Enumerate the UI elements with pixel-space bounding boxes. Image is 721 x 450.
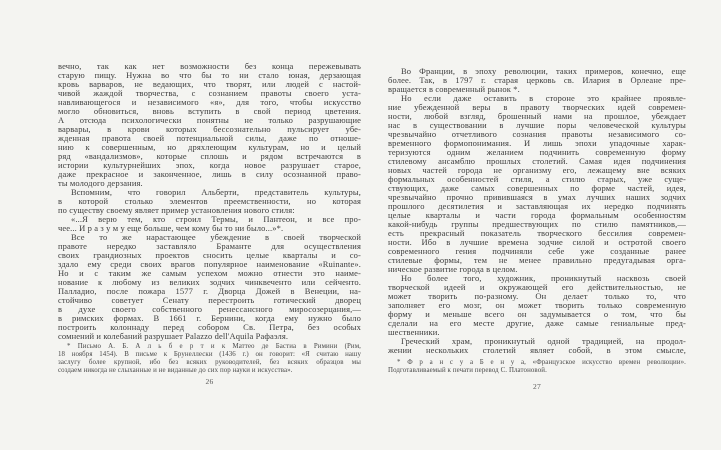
text-line: новых частей города не организму его, лежащему вне всяких	[388, 165, 686, 175]
text-line: Во Франции, в эпоху революции, таких примеров, конечно, еще	[401, 66, 686, 76]
text-line: ние убежденной веры в правоту творческих идей современ-	[388, 102, 686, 112]
text-line: ряд «вандализмов», которые сплошь и рядом встречаются в	[58, 151, 361, 161]
text-line: Палладио, после пожара 1577 г. Дворца Дожей в Венеции, на-	[58, 286, 361, 296]
text-line: жении нескольких столетий являет собой, в этом смысле,	[388, 345, 686, 355]
text-line: жденная правота своей потенциальной силы, даже по отноше-	[58, 133, 361, 143]
page-right-text	[388, 67, 686, 355]
text-line: формальных особенностей стиля, а стилю старых, уже суще-	[388, 174, 686, 184]
text-line: нию к совершенным, но дряхлеющим культурам, но и целый	[58, 142, 361, 152]
text-line: ности. Ибо в лучшие времена зодчие силой и остротой своего	[388, 237, 686, 247]
footnote-line: * Ф р а н с у а Б е н у а, «Французское искусство времен революции».	[397, 359, 686, 366]
text-line: форму и меньше всего он задумывается о том, что бы	[388, 309, 686, 319]
text-line: вечно, так как нет возможности без конца пережевывать	[58, 61, 361, 71]
text-line: вращается в современный рынок *.	[388, 84, 520, 94]
text-line: Но и с таким же самым успехом можно отнести это наиме-	[58, 268, 361, 278]
page-right-footnote	[388, 359, 686, 375]
text-line: здало ему среди своих врагов популярное наименование «Ruinante».	[58, 259, 361, 269]
footnote-line: * Письмо А. Б. А л ь б е р т и к Маттео де Бастиа в Римини (Рим,	[67, 343, 361, 350]
text-line: чивой жаждой творчества, с сознанием правоты своего уста-	[58, 88, 361, 98]
text-line: более. Так, в 1797 г. старая церковь св. Илария в Орлеане пре-	[388, 75, 686, 85]
text-line: целые кварталы и части города формальным особенностям	[388, 210, 686, 220]
text-line: даже прекрасное и законченное, лишь в силу осознанной право-	[58, 169, 361, 179]
text-line: стилевому ансамблю прошлых столетий. Самая идея подчинения	[388, 156, 686, 166]
text-line: какой-нибудь группы предшествующих по стилю памятников,—	[388, 219, 686, 229]
text-line: временного формопонимания. И лишь эпохи упадочные харак-	[388, 138, 686, 148]
text-line: нование к любому из великих зодчих чинквеченто или сейченто.	[58, 277, 361, 287]
text-line: нас в существовании в лучшие поры человеческой культуры	[388, 120, 686, 130]
text-line: чрезвычайно прочно привившаяся в умах лучших наших зодчих	[388, 192, 686, 202]
text-line: Все то же нарастающее убеждение в своей творческой	[71, 232, 361, 242]
text-line: в духе своего собственного ренессансного миросозерцания,—	[58, 304, 361, 314]
text-line: сомнений и колебаний разрушает Palazzo dell'Aquila Рафаэля.	[58, 331, 289, 341]
footnote-line: создаем никогда не слыханные и не виданные до сих пор науки и искусства».	[58, 367, 293, 374]
text-line: ствующих, даже самых совершенных по форме частей, идея,	[388, 183, 686, 193]
text-line: есть прекрасный показатель творческого бессилия современ-	[388, 228, 686, 238]
footnote-line: 18 ноября 1454). В письме к Брунеллески (1436 г.) он говорит: «Я считаю нашу	[58, 351, 361, 358]
text-line: может творить по-разному. Он делает только то, что	[388, 291, 686, 301]
page-left	[58, 62, 361, 386]
text-line: «...Я верю тем, кто строил Термы, и Пантеон, и все про-	[71, 214, 361, 224]
text-line: навливающегося и независимого «я», для того, чтобы искусство	[58, 97, 361, 107]
page-right	[388, 67, 686, 391]
text-line: современного гения подчиняли себе уже созданные ранее	[388, 246, 686, 256]
text-line: чрезвычайно отчетливого сознания правоты независимого со-	[388, 129, 686, 139]
text-line: Вспомним, что говорил Альберти, представитель культуры,	[71, 187, 361, 197]
text-line: могло обновиться, вновь вступить в свой период цветения.	[58, 106, 361, 116]
text-line: своих грандиозных проектов сносить целые кварталы и со-	[58, 250, 361, 260]
text-line: стойчиво советует Сенату перестроить готический дворец	[58, 295, 361, 305]
text-line: в которой столько элементов преемственности, но которая	[58, 196, 361, 206]
page-number-left: 26	[205, 377, 214, 386]
text-line: Но более того, художник, проникнутый насквозь своей	[401, 273, 686, 283]
text-line: правоте нередко заставляло Браманте для осуществления	[58, 241, 361, 251]
page-number-right: 27	[532, 382, 542, 391]
text-line: шественники.	[388, 327, 440, 337]
text-line: старую пищу. Нужна во что бы то ни стало юная, дерзающая	[58, 70, 361, 80]
text-line: построить колоннаду перед собором Св. Петра, без особых	[58, 322, 361, 332]
text-line: кровь варваров, не ведающих, что творят, или людей с настой-	[58, 79, 361, 89]
text-line: сделали на его месте другие, даже самые гениальные пред-	[388, 318, 686, 328]
footnote-line: Подготавливаемый к печати перевод С. Платоновой.	[388, 367, 547, 374]
page-left-footnote	[58, 343, 361, 375]
text-line: варвары, в крови которых бессознательно пульсирует убе-	[58, 124, 361, 134]
text-line: истории культурнейших эпох, когда новое разрушает старое,	[58, 160, 361, 170]
text-line: заполняет его мозг, он может творить только современную	[388, 300, 686, 310]
footnote-line: заслугу более крупной, ибо без всяких руководителей, без всяких образцов мы	[58, 359, 361, 366]
text-line: чее... И р а з у м у еще больше, чем кому бы то ни было...»*.	[58, 223, 284, 233]
text-line: ности, любой взгляд, брошенный нами на прошлое, убеждает	[388, 111, 686, 121]
text-line: прошлого десятилетия и заставляющая их нередко подчинять	[388, 201, 686, 211]
text-line: по существу своему являет пример установления нового стиля:	[58, 205, 295, 215]
text-line: стилевые формы, тем не менее правильно предугадывая орга-	[388, 255, 686, 265]
text-line: ты молодого дерзания.	[58, 178, 143, 188]
page-left-text	[58, 62, 361, 341]
text-line: А отсюда психологически понятны не только разрушающие	[58, 115, 361, 125]
text-line: Но если даже оставить в стороне это крайнее проявле-	[401, 93, 686, 103]
text-line: Греческий храм, проникнутый одной традицией, на продол-	[401, 336, 686, 346]
text-line: в римских формах. В 1661 г. Бернини, когда ему нужно было	[58, 313, 361, 323]
text-line: творческой идеей и окружающей его действительностью, не	[388, 282, 686, 292]
text-line: теризуются одним желанием подчинить современную форму	[388, 147, 686, 157]
text-line: ническое развитие города в целом.	[388, 264, 518, 274]
